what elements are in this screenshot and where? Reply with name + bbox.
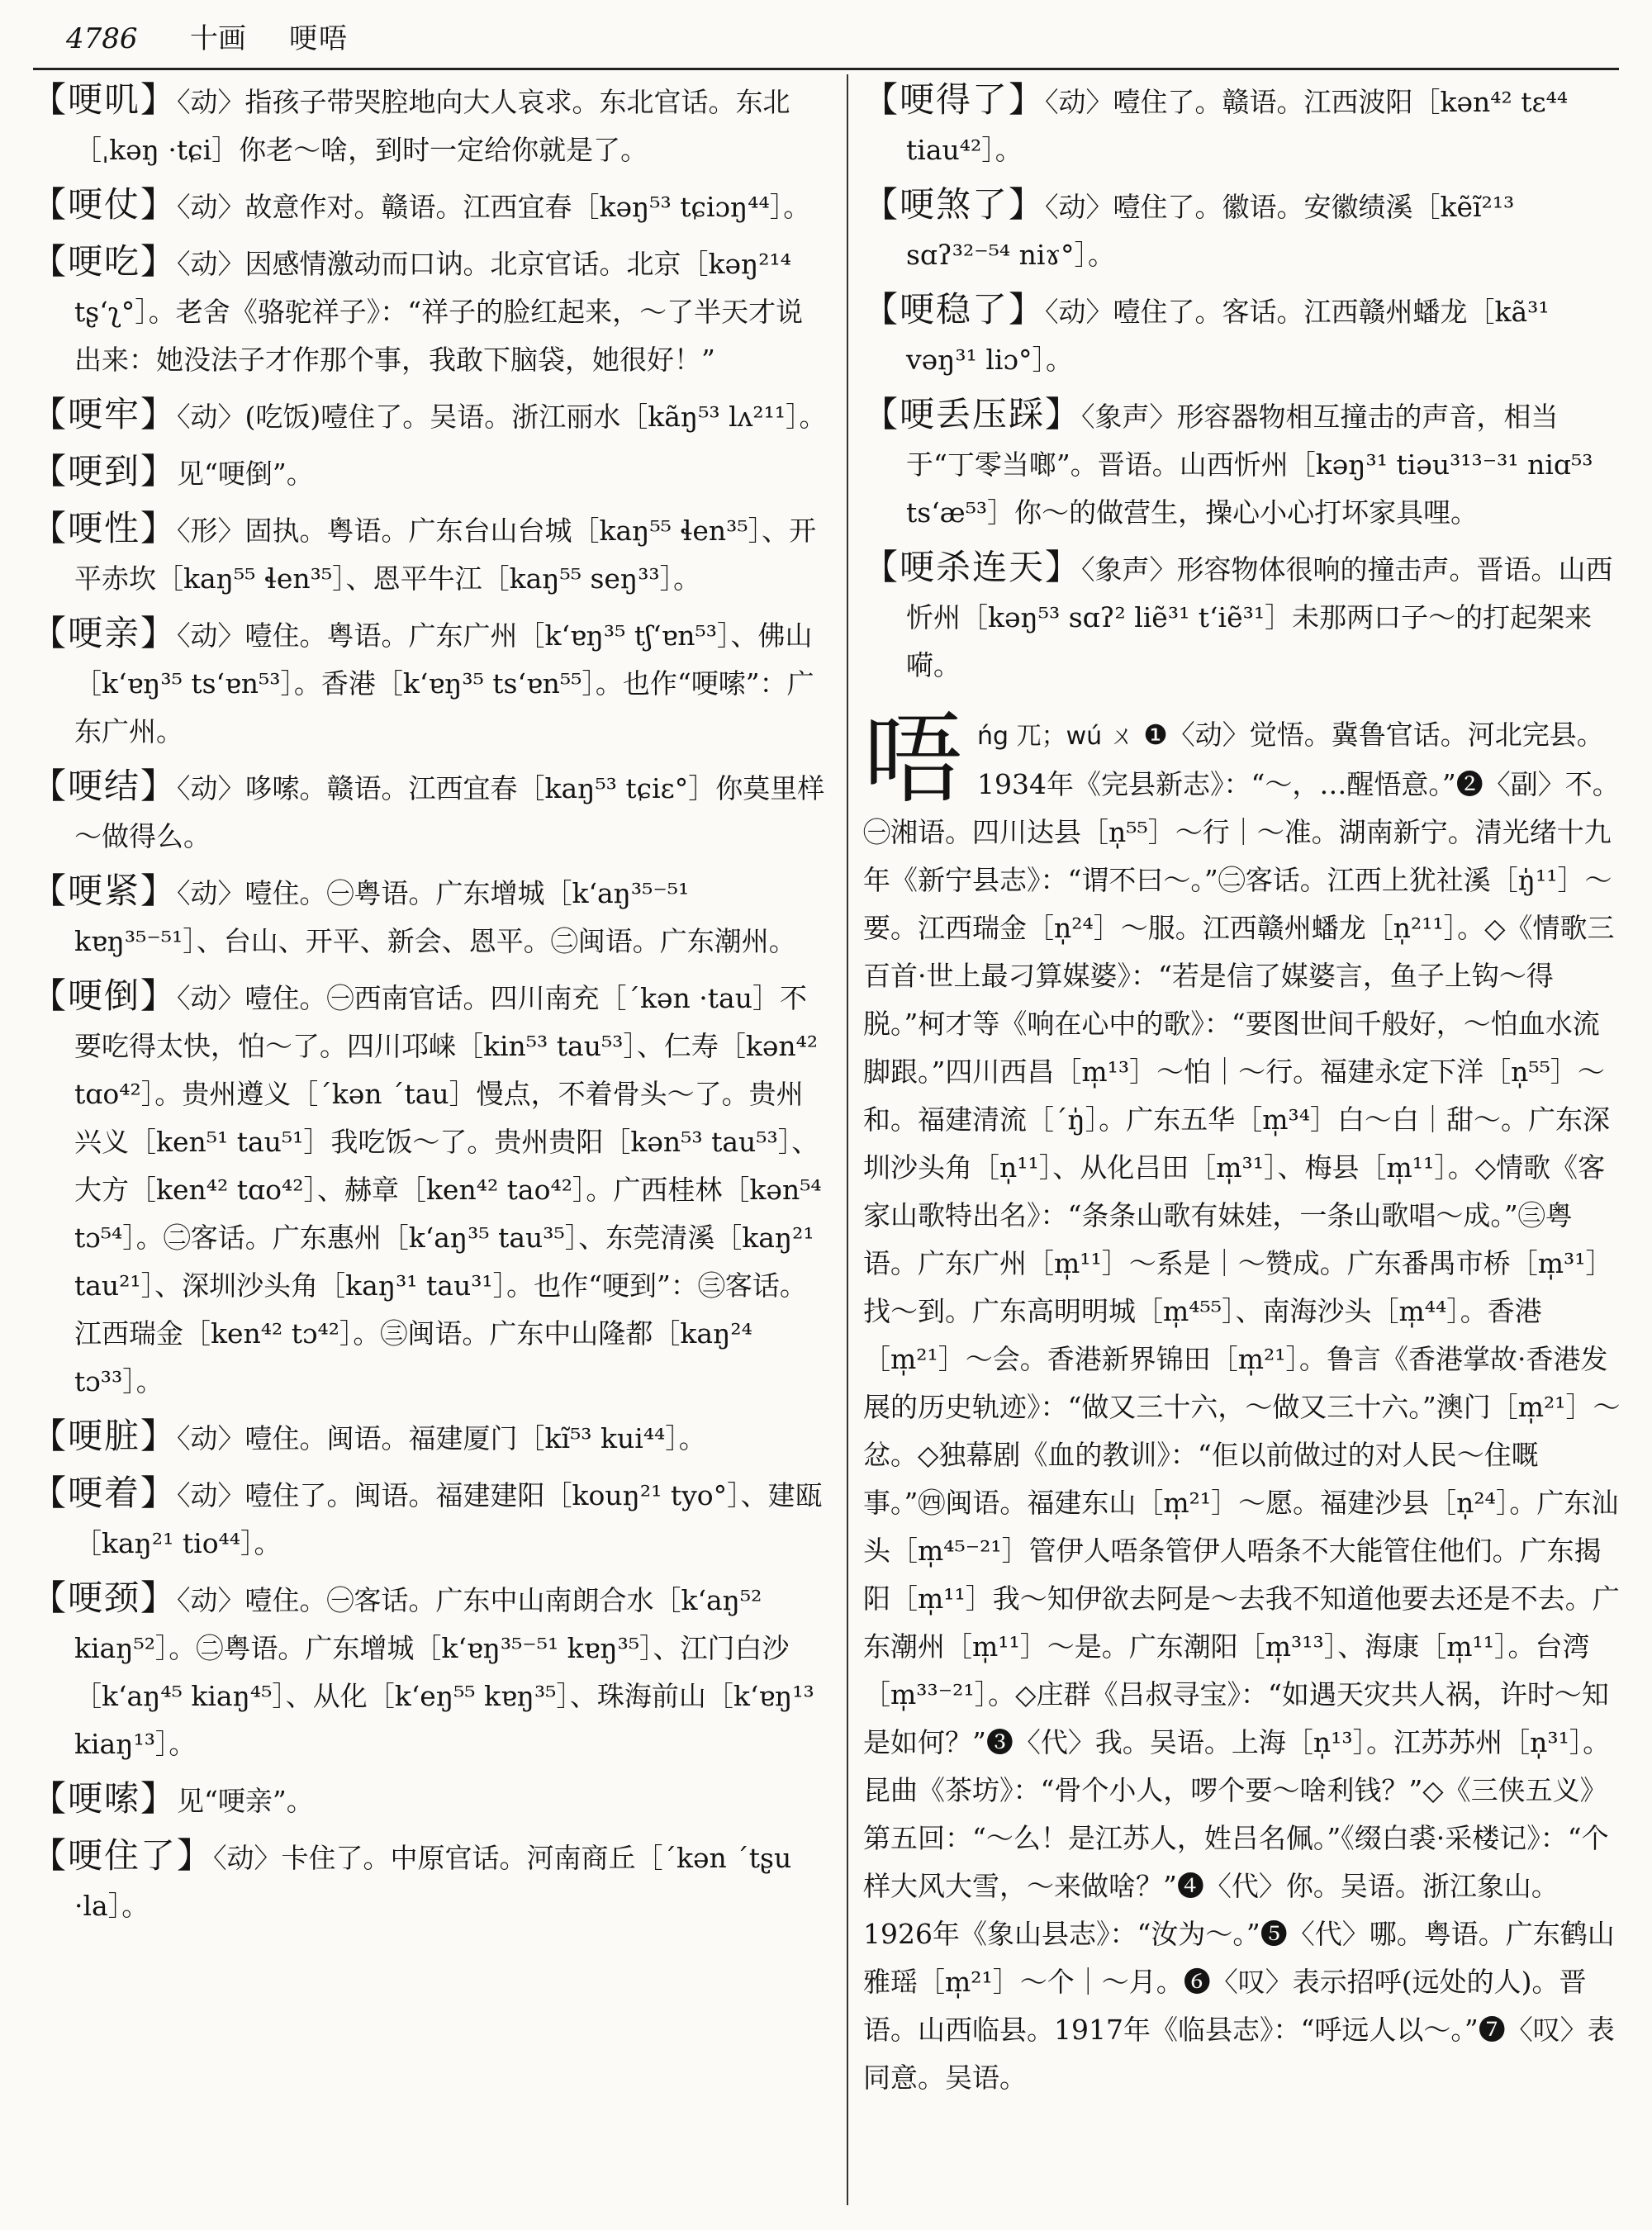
entry-definition: 〈动〉噎住了。客话。江西赣州蟠龙［kã³¹ vəŋ³¹ liɔ°］。	[906, 296, 1550, 376]
entry-definition: 〈形〉固执。粤语。广东台山台城［kaŋ⁵⁵ ɬen³⁵］、开平赤坎［kaŋ⁵⁵ ɬen³⁵］、恩平牛江［kaŋ⁵⁵ seŋ³³］。	[74, 515, 817, 595]
page-number: 4786	[66, 22, 138, 55]
dictionary-entry	[31, 448, 830, 498]
entry-definition: 〈动〉噎住。㊀西南官话。四川南充［ˊkən ·tau］不要吃得太快，怕～了。四川邛崃［kin⁵³ tau⁵³］、仁寿［kən⁴² tɑo⁴²］。贵州遵义［ˊkən ˊtau］慢点，不着骨头～了。贵州兴义［ken⁵¹ tau⁵¹］我吃饭～了。贵州贵阳［kən⁵³ tau⁵³］、大方［ken⁴² tɑo⁴²］、赫章［ken⁴² tao⁴²］。广西桂林［kən⁵⁴ tɔ⁵⁴］。㊁客话。广东惠州［kʻaŋ³⁵ tau³⁵］、东莞清溪［kaŋ²¹ tau²¹］、深圳沙头角［kaŋ³¹ tau³¹］。也作“哽到”：㊂客话。江西瑞金［ken⁴² tɔ⁴²］。㊂闽语。广东中山隆都［kaŋ²⁴ tɔ³³］。	[74, 982, 822, 1397]
dictionary-entry	[31, 1775, 830, 1825]
wu-headword: 唔	[863, 702, 962, 817]
entry-term: 【哽牢】	[31, 394, 178, 434]
entry-definition: 〈动〉噎住。㊀粤语。广东增城［kʻaŋ³⁵⁻⁵¹ kɐŋ³⁵⁻⁵¹］、台山、开平、新会、恩平。㊁闽语。广东潮州。	[74, 877, 796, 957]
entry-term: 【哽到】	[31, 451, 178, 491]
entry-definition: 〈动〉噎住。㊀客话。广东中山南朗合水［kʻaŋ⁵² kiaŋ⁵²］。㊁粤语。广东增城［kʻɐŋ³⁵⁻⁵¹ kɐŋ³⁵］、江门白沙［kʻaŋ⁴⁵ kiaŋ⁴⁵］、从化［kʻeŋ⁵⁵ kɐŋ³⁵］、珠海前山［kʻɐŋ¹³ kiaŋ¹³］。	[74, 1584, 814, 1760]
entry-term: 【哽紧】	[31, 871, 178, 911]
dictionary-entry	[31, 238, 830, 384]
entry-definition: 〈动〉卡住了。中原官话。河南商丘［ˊkən ˊtʂu ·la］。	[74, 1842, 792, 1922]
entry-term: 【哽仗】	[31, 184, 178, 225]
dictionary-entry	[31, 391, 830, 441]
wu-pronunciation: ńg 兀；wú ㄨ	[977, 722, 1135, 751]
entry-definition: 〈动〉故意作对。赣语。江西宜春［kəŋ⁵³ tɕiɔŋ⁴⁴］。	[177, 191, 811, 223]
entry-term: 【哽杀连天】	[863, 547, 1082, 587]
dictionary-entry	[31, 505, 830, 603]
dictionary-entry	[863, 76, 1621, 174]
entry-term: 【哽亲】	[31, 613, 178, 653]
entry-term: 【哽稳了】	[863, 289, 1046, 330]
page-header	[66, 18, 1619, 59]
entry-definition: 见“哽倒”。	[177, 458, 314, 490]
entry-definition: 〈象声〉形容器物相互撞击的声音，相当于“丁零当啷”。晋语。山西忻州［kəŋ³¹ tiəu³¹³⁻³¹ niɑ⁵³ tsʻæ⁵³］你～的做营生，操心小心打坏家具哩。	[906, 401, 1593, 529]
entry-definition: 〈动〉噎住了。赣语。江西波阳［kən⁴² tɛ⁴⁴ tiau⁴²］。	[906, 86, 1569, 166]
dictionary-entry	[31, 1832, 830, 1930]
dictionary-entry	[31, 610, 830, 756]
entry-definition: 〈象声〉形容物体很响的撞击声。晋语。山西忻州［kəŋ⁵³ sɑʔ² liẽ³¹ tʻiẽ³¹］未那两口子～的打起架来嗬。	[906, 553, 1613, 681]
dictionary-entry	[31, 1574, 830, 1768]
dictionary-entry	[863, 181, 1621, 279]
dictionary-entry	[31, 972, 830, 1406]
wu-definition: ❶〈动〉觉悟。冀鲁官话。河北完县。1934年《完县新志》：“～，…醒悟意。”❷〈副〉不。㊀湘语。四川达县［n̩⁵⁵］～行｜～准。湖南新宁。清光绪十九年《新宁县志》：“谓不曰～。”㊁客话。江西上犹社溪［ŋ̍¹¹］～要。江西瑞金［n̩²⁴］～服。江西赣州蟠龙［n̩²¹¹］。◇《情歌三百首·世上最刁算媒婆》：“若是信了媒婆言，鱼子上钩～得脱。”柯才等《响在心中的歌》：“要图世间千般好，～怕血水流脚跟。”四川西昌［m̩¹³］～怕｜～行。福建永定下洋［n̩⁵⁵］～和。福建清流［ˊŋ̍］。广东五华［m̩³⁴］白～白｜甜～。广东深圳沙头角［n̩¹¹］、从化吕田［m̩³¹］、梅县［m̩¹¹］。◇情歌《客家山歌特出名》：“条条山歌有妹娃，一条山歌唱～成。”㊂粤语。广东广州［m̩¹¹］～系是｜～赞成。广东番禺市桥［m̩³¹］找～到。广东高明明城［m̩⁴⁵⁵］、南海沙头［m̩⁴⁴］。香港［m̩²¹］～会。香港新界锦田［m̩²¹］。鲁言《香港掌故·香港发展的历史轨迹》：“做又三十六，～做又三十六。”澳门［m̩²¹］～忿。◇独幕剧《血的教训》：“佢以前做过的对人民～住嘅事。”㊃闽语。福建东山［m̩²¹］～愿。福建沙县［n̩²⁴］。广东汕头［m̩⁴⁵⁻²¹］管伊人唔条管伊人唔条不大能管住他们。广东揭阳［m̩¹¹］我～知伊欲去阿是～去我不知道他要去还是不去。广东潮州［m̩¹¹］～是。广东潮阳［m̩³¹³］、海康［m̩¹¹］。台湾［m̩³³⁻²¹］。◇庄群《吕叔寻宝》：“如遇天灾共人祸，许时～知是如何？”❸〈代〉我。吴语。上海［n̩¹³］。江苏苏州［n̩³¹］。昆曲《茶坊》：“骨个小人，啰个要～啥利钱？”◇《三侠五义》第五回：“～么！是江苏人，姓吕名佩。”《缀白裘·采楼记》：“个样大风大雪，～来做啥？”❹〈代〉你。吴语。浙江象山。1926年《象山县志》：“汝为～。”❺〈代〉哪。粤语。广东鹤山雅瑶［m̩²¹］～个｜～月。❻〈叹〉表示招呼(远处的人)。晋语。山西临县。1917年《临县志》：“呼远人以～。”❼〈叹〉表同意。吴语。	[863, 719, 1621, 2094]
entry-definition: 见“哽亲”。	[177, 1785, 314, 1817]
entry-term: 【哽颈】	[31, 1578, 178, 1618]
entry-term: 【哽性】	[31, 508, 178, 548]
entry-term: 【哽吃】	[31, 241, 178, 282]
entry-term: 【哽煞了】	[863, 184, 1046, 225]
entry-term: 【哽结】	[31, 766, 178, 806]
column-divider	[847, 74, 848, 2205]
dictionary-entry	[31, 1412, 830, 1463]
entry-definition: 〈动〉(吃饭)噎住了。吴语。浙江丽水［kãŋ⁵³ lʌ²¹¹］。	[177, 401, 827, 433]
entry-definition: 〈动〉因感情激动而口讷。北京官话。北京［kəŋ²¹⁴ tʂʻʅ°］。老舍《骆驼祥子》：“祥子的脸红起来，～了半天才说出来：她没法子才作那个事，我敢下脑袋，她很好！”	[74, 248, 804, 376]
dictionary-entry	[863, 543, 1621, 690]
right-column	[863, 76, 1621, 2223]
dictionary-entry	[31, 76, 830, 174]
dictionary-entry	[31, 867, 830, 966]
entry-term: 【哽叽】	[31, 79, 178, 120]
entry-term: 【哽倒】	[31, 975, 178, 1016]
entry-term: 【哽得了】	[863, 79, 1046, 120]
entry-term: 【哽着】	[31, 1473, 178, 1513]
dictionary-entry	[31, 1469, 830, 1568]
wu-entry	[863, 702, 1621, 2102]
entry-definition: 〈动〉噎住。粤语。广东广州［kʻɐŋ³⁵ tʃʻɐn⁵³］、佛山［kʻɐŋ³⁵ tsʻɐn⁵³］。香港［kʻɐŋ³⁵ tsʻɐn⁵⁵］。也作“哽嗦”：广东广州。	[74, 619, 814, 747]
entry-definition: 〈动〉指孩子带哭腔地向大人哀求。东北官话。东北［ˌkəŋ ·tɕi］你老～啥，到时一定给你就是了。	[74, 86, 790, 166]
entry-definition: 〈动〉噎住了。闽语。福建建阳［kouŋ²¹ tyo°］、建瓯［kaŋ²¹ tio⁴⁴］。	[74, 1479, 823, 1559]
entry-definition: 〈动〉哆嗦。赣语。江西宜春［kaŋ⁵³ tɕiɛ°］你莫里样～做得么。	[74, 772, 825, 852]
entry-definition: 〈动〉噎住了。徽语。安徽绩溪［kẽĩ²¹³ sɑʔ³²⁻⁵⁴ niɤ°］。	[906, 191, 1515, 271]
dictionary-entry	[31, 762, 830, 861]
header-headwords: 哽唔	[289, 22, 349, 55]
entry-term: 【哽嗦】	[31, 1778, 178, 1819]
entry-term: 【哽丢压踩】	[863, 394, 1082, 434]
left-column	[31, 76, 830, 2223]
dictionary-entry	[863, 286, 1621, 384]
header-rule	[33, 68, 1619, 70]
dictionary-entry	[863, 391, 1621, 537]
dictionary-entry	[31, 181, 830, 231]
stroke-count: 十画	[190, 22, 246, 55]
entry-term: 【哽脏】	[31, 1416, 178, 1456]
entry-definition: 〈动〉噎住。闽语。福建厦门［kĩ⁵³ kui⁴⁴］。	[177, 1422, 706, 1454]
entry-term: 【哽住了】	[31, 1835, 214, 1876]
